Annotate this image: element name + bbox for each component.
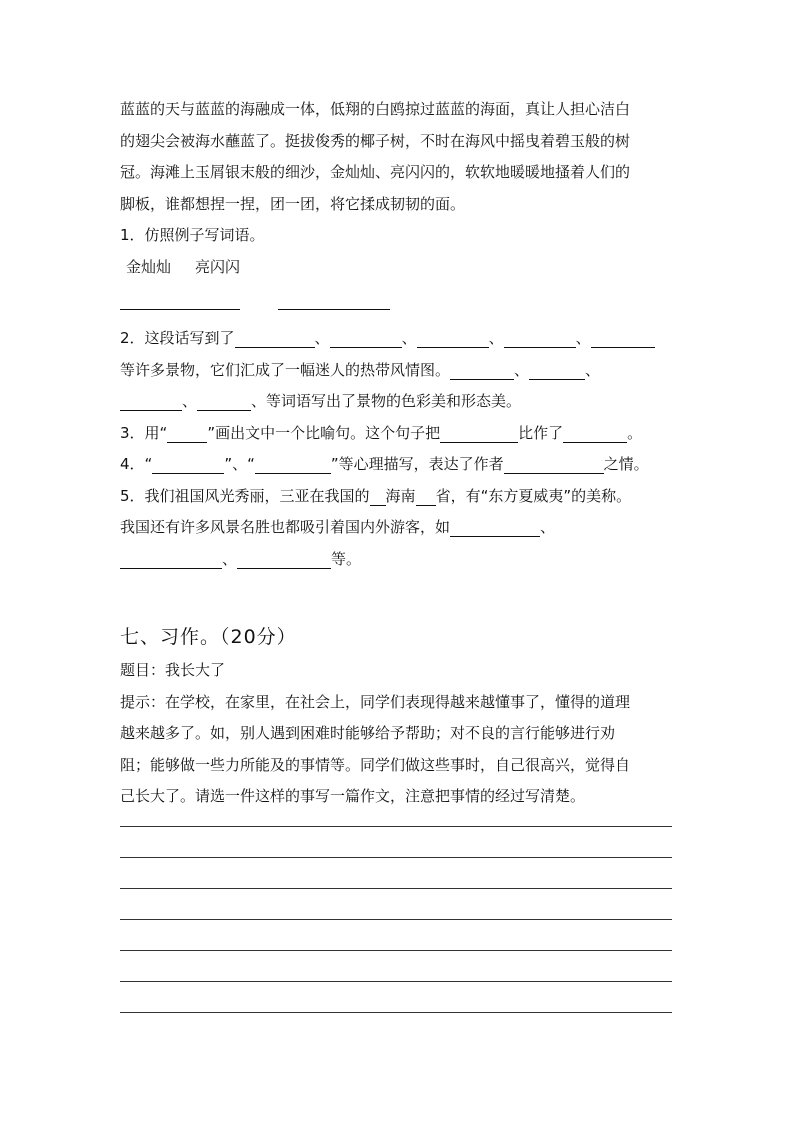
- question-3-part: ”画出文中一个比喻句。这个句子把: [207, 423, 441, 442]
- passage-line: 的翅尖会被海水蘸蓝了。挺拔俊秀的椰子树，不时在海风中摇曳着碧玉般的树: [120, 131, 631, 150]
- answer-blank[interactable]: [370, 487, 386, 506]
- question-5-part: 5．我们祖国风光秀丽，三亚在我国的: [120, 486, 370, 505]
- writing-line[interactable]: [120, 826, 672, 857]
- essay-hint-line: 越来越多了。如，别人遇到困难时能够给予帮助；对不良的言行能够进行劝: [120, 724, 616, 742]
- passage-line: 脚板，谁都想捏一捏，团一团，将它揉成韧韧的面。: [120, 194, 466, 213]
- answer-blank[interactable]: [417, 329, 489, 348]
- question-5-part: 省，有“东方夏威夷”的美称。: [435, 486, 632, 505]
- writing-line[interactable]: [120, 950, 672, 981]
- answer-blank[interactable]: [235, 329, 315, 348]
- example-word: 亮闪闪: [195, 257, 241, 276]
- answer-blank[interactable]: [278, 309, 390, 310]
- question-2-prefix: 2．这段话写到了: [120, 329, 235, 347]
- answer-blank[interactable]: [440, 424, 518, 443]
- answer-blank[interactable]: [237, 550, 331, 569]
- worksheet-page: [120, 94, 668, 813]
- passage-line: 冠。海滩上玉屑银末般的细沙，金灿灿、亮闪闪的，软软地暖暖地搔着人们的: [120, 163, 631, 181]
- answer-blank[interactable]: [152, 455, 224, 474]
- question-1-text: 1．仿照例子写词语。: [120, 226, 265, 244]
- question-5-part: 我国还有许多风景名胜也都吸引着国内外游客，如: [120, 518, 451, 536]
- answer-blank[interactable]: [255, 455, 331, 474]
- answer-blank[interactable]: [591, 329, 655, 348]
- writing-line[interactable]: [120, 919, 672, 950]
- example-word: 金灿灿: [126, 257, 172, 276]
- separator: 、: [314, 329, 330, 347]
- separator: 、: [222, 549, 238, 568]
- question-4-part: 4．“: [120, 455, 153, 473]
- question-1: [120, 220, 668, 252]
- essay-hint-line: 阻；能够做一些力所能及的事情等。同学们做这些事时，自己很高兴，觉得自: [120, 755, 631, 774]
- question-5-part: 等。: [331, 549, 362, 568]
- separator: 、: [540, 518, 556, 536]
- question-1-answer-blanks: [120, 283, 668, 323]
- answer-blank[interactable]: [197, 392, 251, 411]
- answer-blank[interactable]: [120, 309, 240, 310]
- answer-blank[interactable]: [120, 550, 222, 569]
- writing-line[interactable]: [120, 1012, 672, 1043]
- writing-line[interactable]: [120, 857, 672, 888]
- question-2-line-2: [120, 355, 668, 387]
- question-3-part: 。: [627, 423, 643, 442]
- writing-line[interactable]: [120, 981, 672, 1012]
- question-5-line-2: [120, 512, 668, 544]
- question-3-part: 3．用“: [120, 423, 168, 442]
- answer-blank[interactable]: [529, 361, 585, 380]
- answer-blank[interactable]: [330, 329, 402, 348]
- reading-passage: [120, 94, 668, 220]
- separator: 、: [182, 392, 198, 410]
- answer-blank[interactable]: [504, 329, 576, 348]
- answer-blank[interactable]: [450, 518, 540, 537]
- separator: 、: [488, 329, 504, 347]
- answer-blank[interactable]: [504, 455, 604, 474]
- section-title: 七、习作。（20分）: [120, 626, 297, 648]
- question-4-part: 之情。: [603, 455, 649, 473]
- answer-blank[interactable]: [167, 424, 207, 443]
- question-4: [120, 449, 668, 481]
- question-1-examples: [126, 252, 668, 284]
- question-2-line-3-suffix: 、等词语写出了景物的色彩美和形态美。: [251, 392, 522, 410]
- question-5-part: 海南: [385, 486, 416, 505]
- question-2-line-1: [120, 323, 668, 355]
- question-4-part: ”、“: [224, 455, 255, 473]
- question-3: [120, 418, 668, 450]
- answer-blank[interactable]: [416, 487, 436, 506]
- essay-hint-line: 己长大了。请选一件这样的事写一篇作文，注意把事情的经过写清楚。: [120, 787, 586, 805]
- question-2-line-3: [120, 386, 668, 418]
- answer-blank[interactable]: [120, 392, 182, 411]
- separator: 、: [401, 329, 417, 347]
- question-5-line-3: [120, 544, 668, 576]
- passage-line: 蓝蓝的天与蓝蓝的海融成一体，低翔的白鸥掠过蓝蓝的海面，真让人担心洁白: [120, 100, 631, 118]
- question-2-line-2-text: 等许多景物，它们汇成了一幅迷人的热带风情图。: [120, 360, 451, 379]
- separator: 、: [575, 329, 591, 347]
- question-3-part: 比作了: [518, 423, 564, 442]
- separator: 、: [514, 360, 530, 379]
- answer-blank[interactable]: [563, 424, 627, 443]
- writing-line[interactable]: [120, 888, 672, 919]
- essay-hint-line: 提示：在学校，在家里，在社会上，同学们表现得越来越懂事了，懂得的道理: [120, 692, 631, 711]
- essay-topic: 题目：我长大了: [120, 661, 226, 679]
- answer-blank[interactable]: [450, 361, 514, 380]
- question-5-line-1: [120, 481, 668, 513]
- question-4-part: ”等心理描写，表达了作者: [330, 455, 504, 473]
- essay-writing-lines[interactable]: [120, 826, 672, 1043]
- separator: 、: [585, 360, 601, 379]
